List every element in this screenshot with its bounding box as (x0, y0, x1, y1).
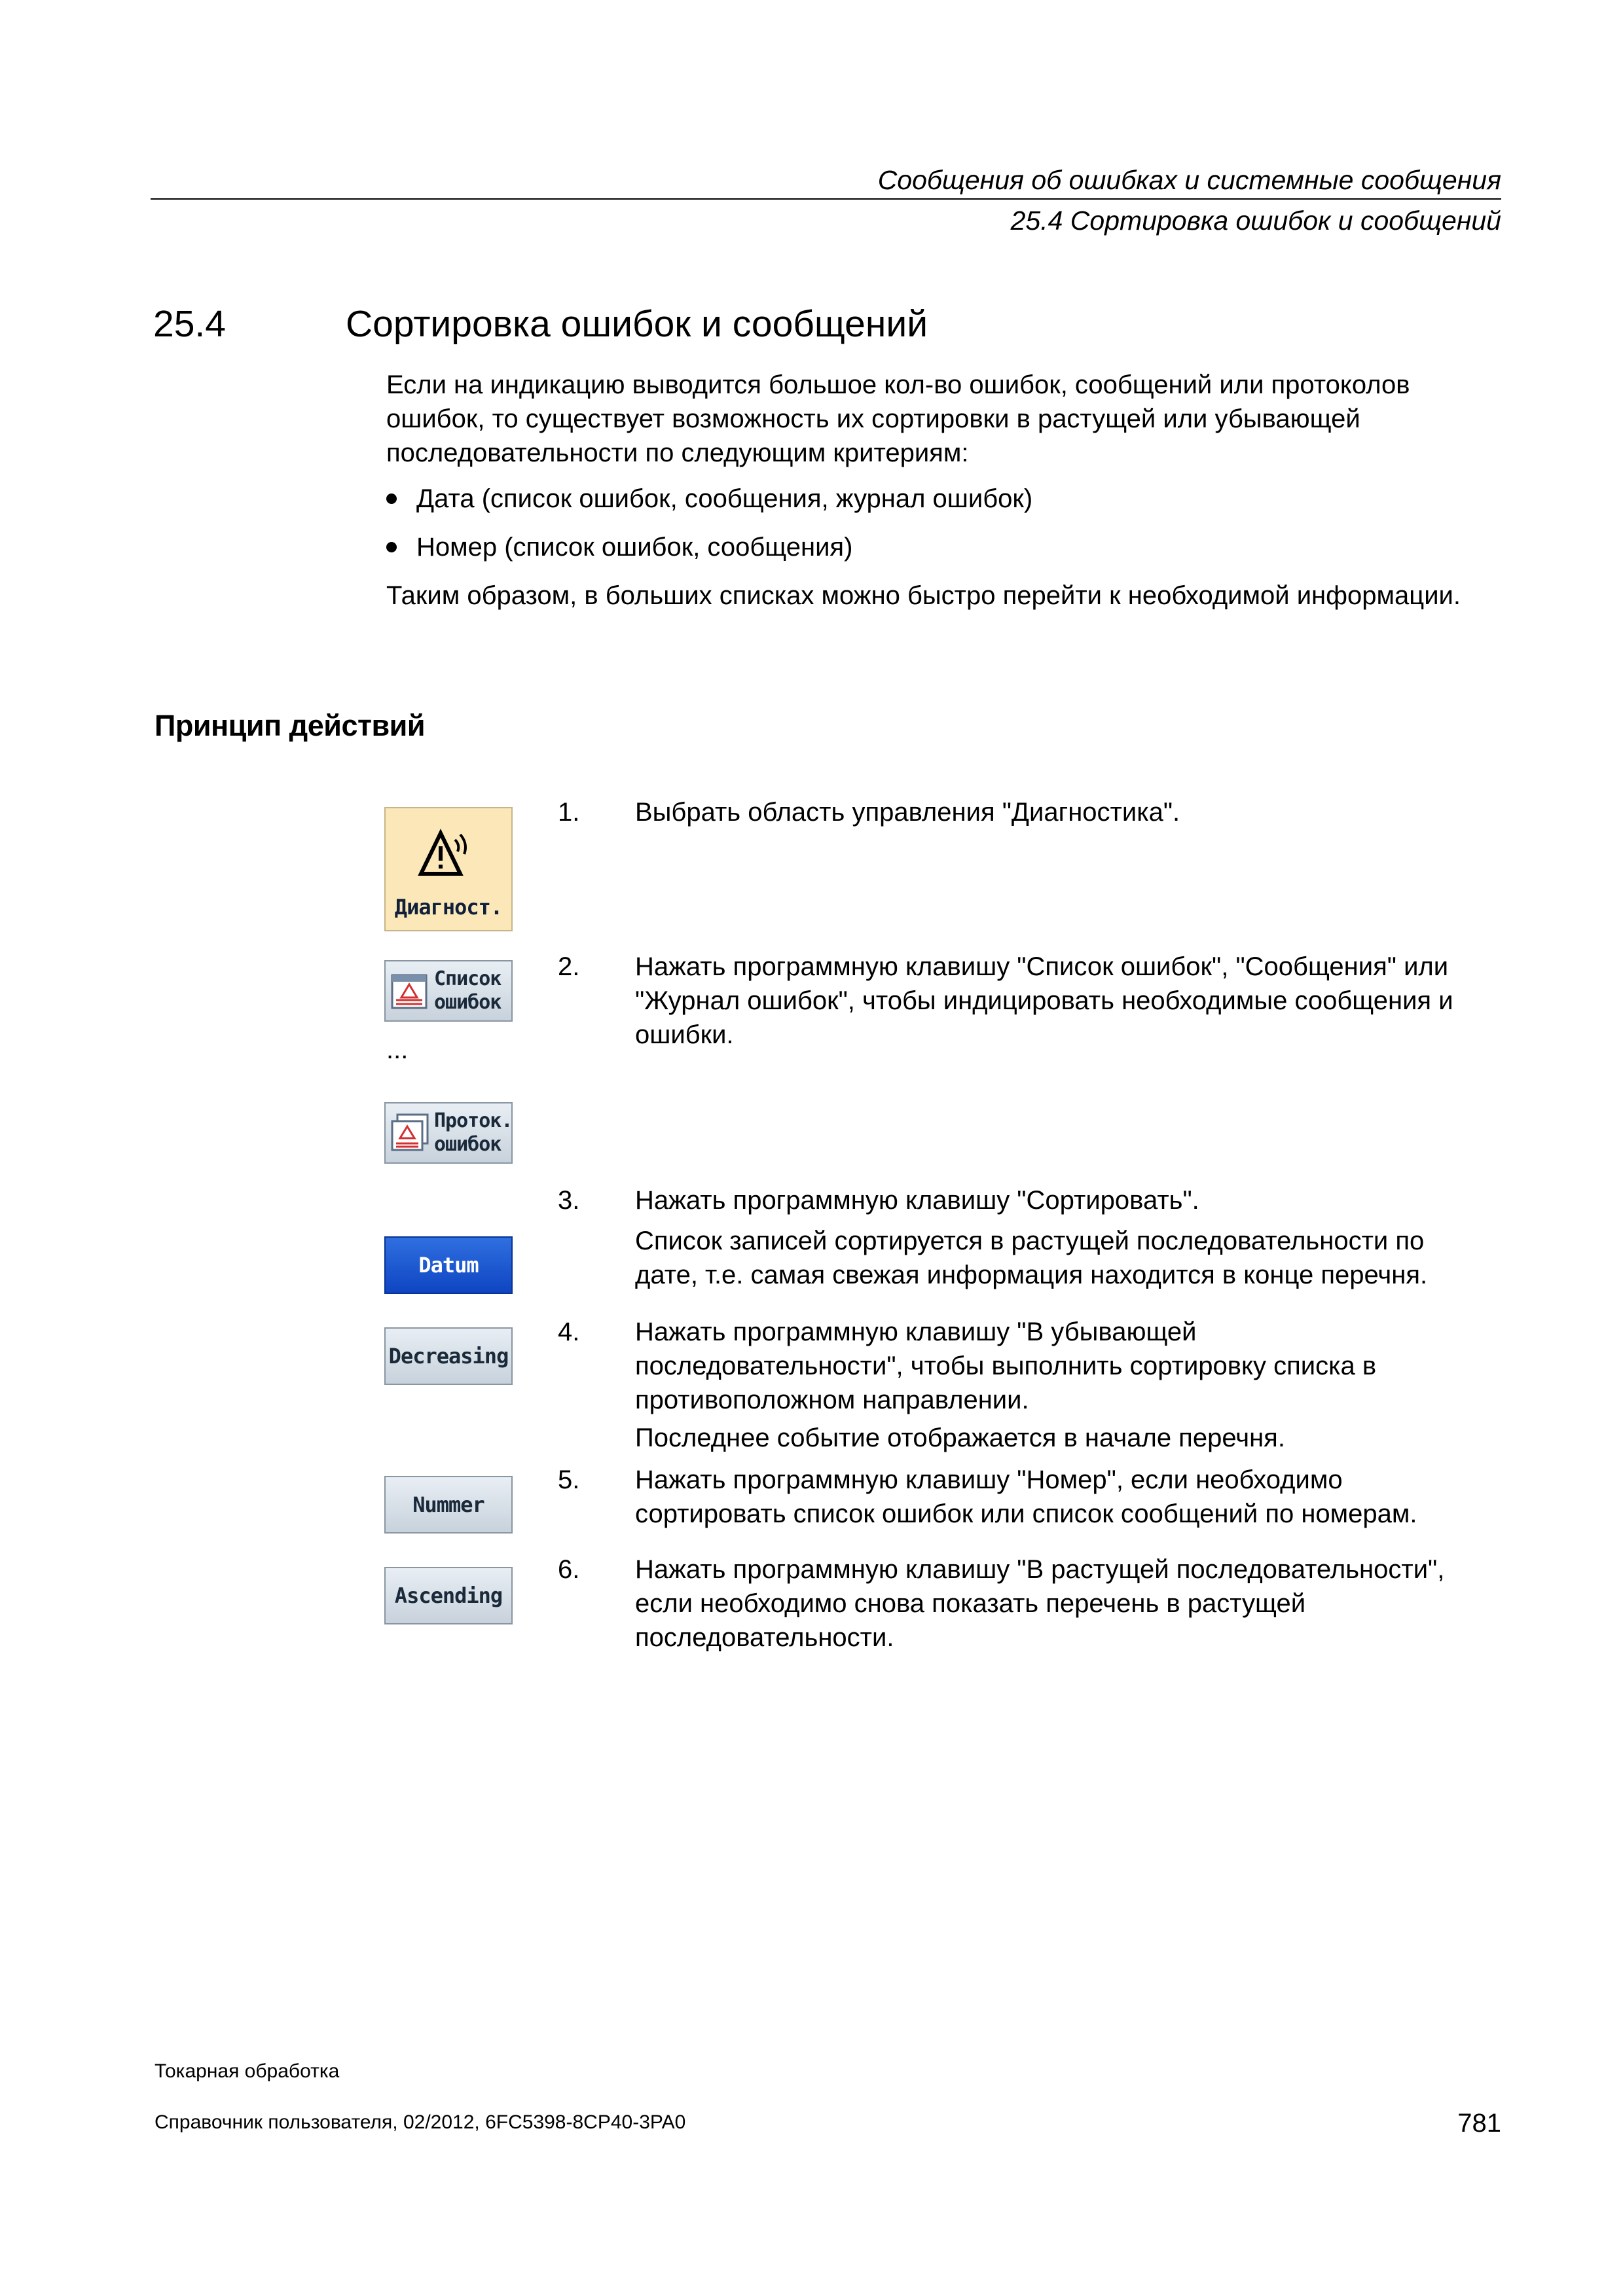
step-text: Нажать программную клавишу "Сортировать". (635, 1186, 1199, 1215)
alarm-list-softkey[interactable] (384, 960, 513, 1022)
footer-product: Токарная обработка (155, 2060, 340, 2082)
nummer-softkey[interactable]: Nummer (384, 1476, 513, 1534)
decreasing-softkey[interactable]: Decreasing (384, 1327, 513, 1385)
step-number: 5. (558, 1465, 580, 1494)
step-number: 1. (558, 798, 580, 827)
step-number: 3. (558, 1186, 580, 1215)
alarm-log-label-line1: Проток. (434, 1109, 513, 1132)
page-number: 781 (1457, 2109, 1501, 2138)
procedure-heading: Принцип действий (155, 709, 425, 742)
step-text: Нажать программную клавишу "В убывающей последовательности", чтобы выполнить сортировку списка в противоположном направлении. (635, 1318, 1377, 1414)
step-number: 4. (558, 1318, 580, 1346)
section-number: 25.4 (153, 303, 226, 345)
header-rule (151, 198, 1501, 200)
alarm-log-label-line2: ошибок (434, 1133, 501, 1156)
alarm-log-icon (390, 1112, 431, 1154)
bullet-dot (386, 493, 397, 504)
intro-paragraph: Если на индикацию выводится большое кол-во ошибок, сообщений или протоколов ошибок, то существует возможность их сортировки в растущей или убывающей последовательности по следующим критериям: (386, 370, 1410, 467)
running-header-section: 25.4 Сортировка ошибок и сообщений (1010, 206, 1501, 236)
alarm-log-softkey[interactable] (384, 1102, 513, 1164)
datum-softkey[interactable]: Datum (384, 1236, 513, 1294)
step-text: Выбрать область управления "Диагностика". (635, 798, 1180, 827)
bullet-text: Номер (список ошибок, сообщения) (416, 533, 853, 562)
diagnostics-softkey[interactable] (384, 807, 513, 931)
step-note: Список записей сортируется в растущей последовательности по дате, т.е. самая свежая информация находится в конце перечня. (635, 1227, 1428, 1289)
step-text: Нажать программную клавишу "Номер", если необходимо сортировать список ошибок или список сообщений по номерам. (635, 1465, 1417, 1528)
warning-triangle-icon (417, 827, 480, 882)
running-header-chapter: Сообщения об ошибках и системные сообщения (877, 165, 1501, 195)
bullet-dot (386, 542, 397, 552)
ascending-softkey[interactable]: Ascending (384, 1567, 513, 1624)
step-number: 2. (558, 952, 580, 981)
footer-manual-id: Справочник пользователя, 02/2012, 6FC5398-8CP40-3PA0 (155, 2111, 686, 2133)
alarm-list-icon (390, 970, 431, 1012)
step-text: Нажать программную клавишу "В растущей последовательности", если необходимо снова показать перечень в растущей последовательности. (635, 1555, 1445, 1652)
alarm-list-label-line2: ошибок (434, 991, 501, 1014)
bullet-item (386, 482, 1032, 516)
bullet-text: Дата (список ошибок, сообщения, журнал ошибок) (416, 484, 1033, 513)
intro-closing: Таким образом, в больших списках можно быстро перейти к необходимой информации. (386, 581, 1461, 610)
diagnostics-softkey-label: Диагност. (394, 895, 503, 920)
step-note: Последнее событие отображается в начале перечня. (635, 1424, 1285, 1452)
alarm-list-label-line1: Список (434, 967, 501, 990)
step-number: 6. (558, 1555, 580, 1584)
section-title: Сортировка ошибок и сообщений (346, 303, 928, 345)
step-text: Нажать программную клавишу "Список ошибок", "Сообщения" или "Журнал ошибок", чтобы индицировать необходимые сообщения и ошибки. (635, 952, 1453, 1049)
bullet-item (386, 530, 852, 564)
softkey-ellipsis: ... (386, 1035, 409, 1064)
